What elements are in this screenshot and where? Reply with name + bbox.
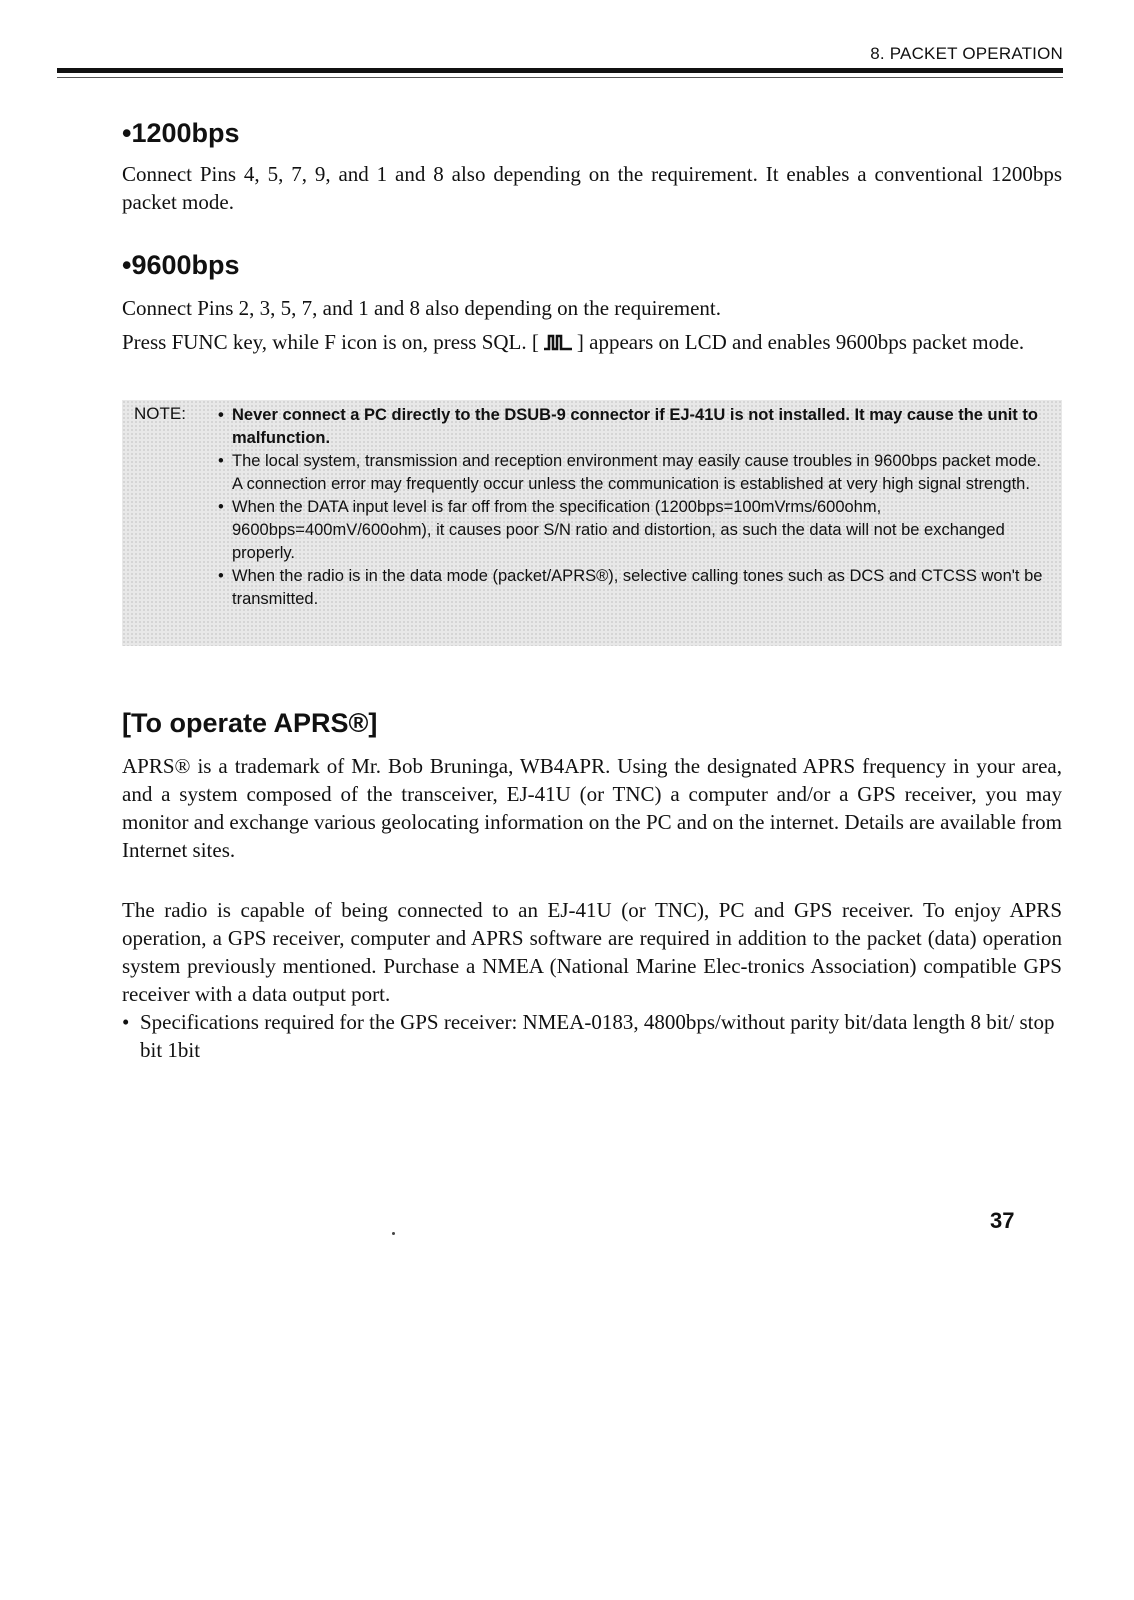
square-wave-icon bbox=[543, 333, 573, 351]
mode-text-before: Press FUNC key, while F icon is on, press SQL. [ bbox=[122, 330, 539, 354]
scan-speck bbox=[392, 1232, 395, 1235]
paragraph-aprs-intro: APRS® is a trademark of Mr. Bob Bruninga, WB4APR. Using the designated APRS frequency in your area, and a system composed of the transceiver, EJ-41U (or TNC) a computer and/or a GPS receiver, you may monitor and exchange various geolocating information on the PC and on the internet. Details are available from Internet sites. bbox=[122, 754, 1062, 862]
paragraph-9600bps-pins: Connect Pins 2, 3, 5, 7, and 1 and 8 also depending on the requirement. bbox=[122, 296, 721, 320]
heading-aprs: [To operate APRS®] bbox=[122, 708, 378, 738]
note-item: • The local system, transmission and reception environment may easily cause troubles in 9600bps packet mode. A connection error may frequently occur unless the communication is established at very high signal strength. bbox=[218, 450, 1048, 496]
heading-9600bps: •9600bps bbox=[122, 250, 240, 280]
gps-spec-text: Specifications required for the GPS receiver: NMEA-0183, 4800bps/without parity bit/data length 8 bit/ stop bit 1bit bbox=[140, 1010, 1055, 1062]
section-title: 8. PACKET OPERATION bbox=[870, 44, 1063, 63]
page-number: 37 bbox=[990, 1208, 1015, 1233]
heading-1200bps: •1200bps bbox=[122, 118, 240, 148]
mode-text-after: ] appears on LCD and enables 9600bps packet mode. bbox=[576, 330, 1025, 354]
gps-spec-bullet bbox=[122, 1008, 1062, 1064]
paragraph-1200bps: Connect Pins 4, 5, 7, 9, and 1 and 8 also depending on the requirement. It enables a conventional 1200bps packet mode. bbox=[122, 162, 1062, 214]
note-item: • Never connect a PC directly to the DSUB-9 connector if EJ-41U is not installed. It may cause the unit to malfunction. bbox=[218, 404, 1048, 450]
header-rule-thick bbox=[57, 68, 1063, 73]
bullet-dot: • bbox=[122, 1010, 130, 1034]
header-rule-thin bbox=[57, 77, 1063, 78]
note-item: • When the radio is in the data mode (packet/APRS®), selective calling tones such as DCS and CTCSS won't be transmitted. bbox=[218, 565, 1048, 611]
paragraph-9600bps-mode bbox=[122, 328, 1062, 356]
paragraph-aprs-requirements: The radio is capable of being connected to an EJ-41U (or TNC), PC and GPS receiver. To enjoy APRS operation, a GPS receiver, computer and APRS software are required in addition to the packet (data) operation system previously mentioned. Purchase a NMEA (National Marine Elec-tronics Association) compatible GPS receiver with a data output port. bbox=[122, 898, 1062, 1006]
note-label: NOTE: bbox=[134, 404, 186, 423]
note-list bbox=[218, 404, 1048, 611]
note-box bbox=[122, 400, 1062, 646]
note-item: • When the DATA input level is far off from the specification (1200bps=100mVrms/600ohm, 9600bps=400mV/600ohm), it causes poor S/N ratio and distortion, as such the data will not be exchanged properly. bbox=[218, 496, 1048, 565]
